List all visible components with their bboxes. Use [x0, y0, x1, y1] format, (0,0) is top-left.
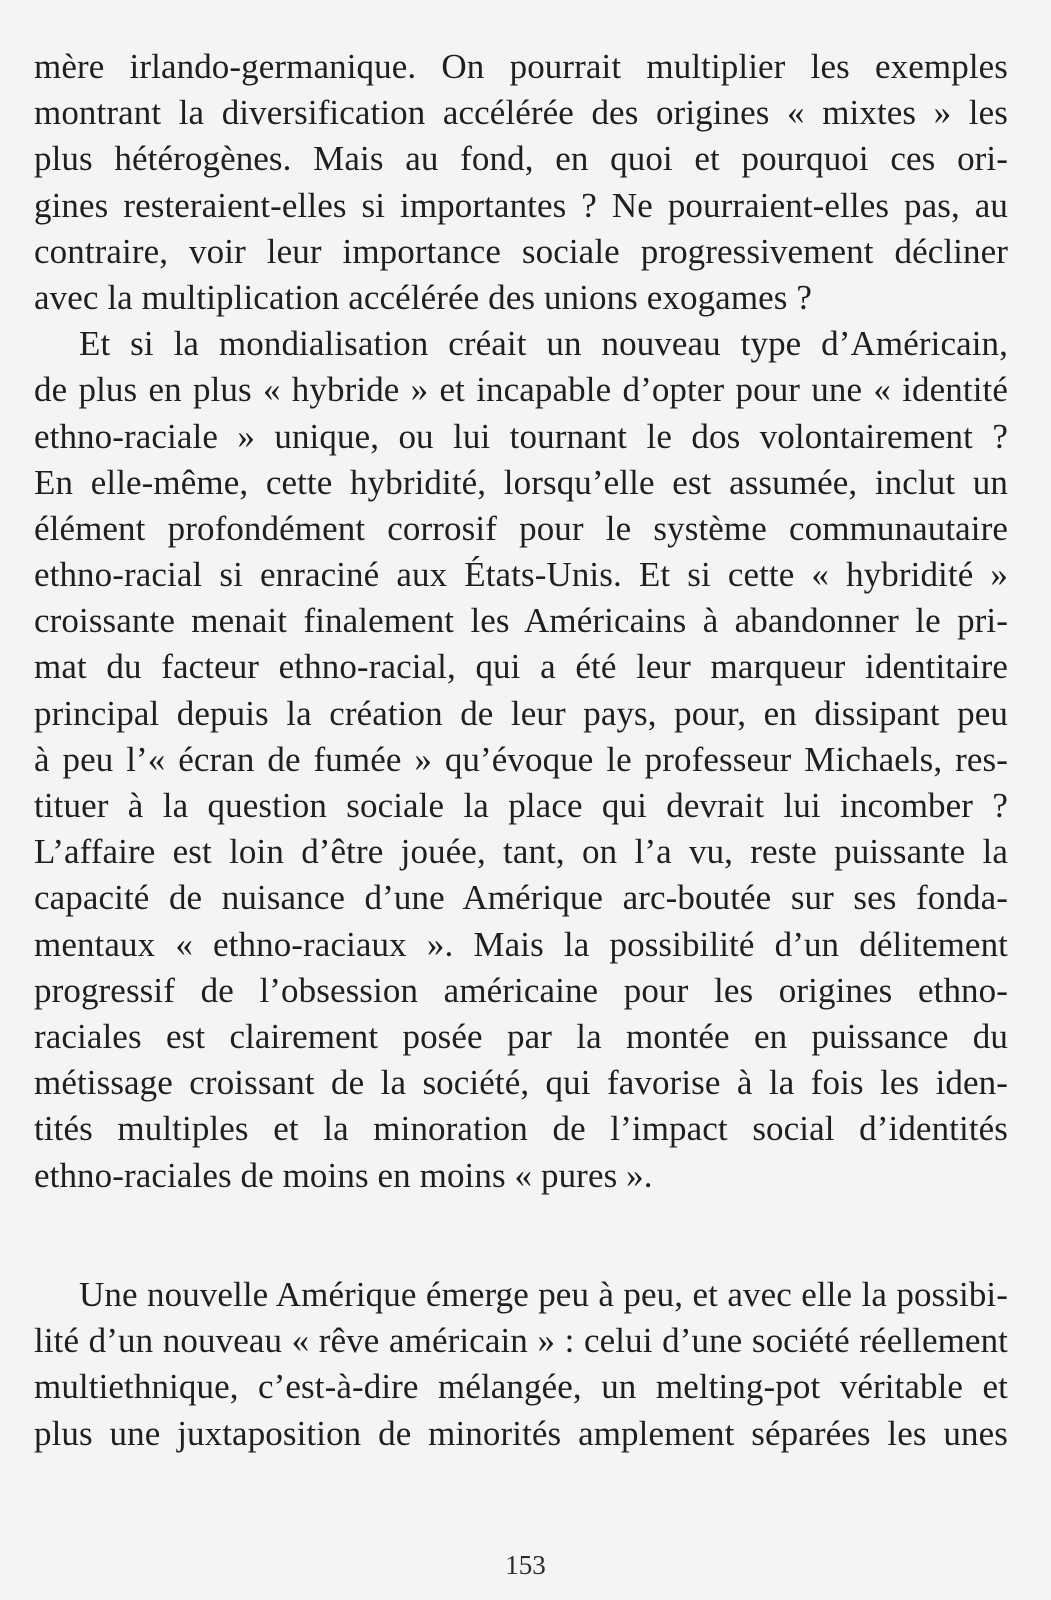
text-line: tituer à la question sociale la place qui devrait lui incomber ?	[34, 786, 1008, 825]
paragraph-2	[34, 321, 1008, 1199]
text-line: plus une juxtaposition de minorités amplement séparées les unes	[34, 1413, 1008, 1453]
text-line: L’affaire est loin d’être jouée, tant, on l’a vu, reste puissante la	[34, 832, 1008, 872]
text-line: mentaux « ethno-raciaux ». Mais la possibilité d’un délitement	[34, 924, 1008, 964]
text-line: élément profondément corrosif pour le système communautaire	[34, 508, 1008, 548]
text-line: ethno-raciales de moins en moins « pures ».	[34, 1155, 653, 1195]
text-line: avec la multiplication accélérée des unions exogames ?	[34, 277, 812, 317]
text-line: Une nouvelle Amérique émerge peu à peu, et avec elle la possibi-	[79, 1275, 1008, 1314]
text-line: mère irlando-germanique. On pourrait multiplier les exemples	[34, 47, 1008, 86]
text-line: contraire, voir leur importance sociale progressivement décliner	[34, 231, 1008, 271]
text-line: métissage croissant de la société, qui favorise à la fois les iden-	[34, 1063, 1008, 1103]
text-line: à peu l’« écran de fumée » qu’évoque le professeur Michaels, res-	[34, 739, 1008, 779]
text-line: plus hétérogènes. Mais au fond, en quoi et pourquoi ces ori-	[34, 139, 1008, 179]
paragraph-3	[34, 1272, 1008, 1457]
text-line: ethno-raciale » unique, ou lui tournant le dos volontairement ?	[34, 416, 1008, 456]
text-line: principal depuis la création de leur pays, pour, en dissipant peu	[34, 693, 1008, 733]
text-line: ethno-racial si enraciné aux États-Unis. Et si cette « hybridité »	[34, 555, 1008, 595]
text-line: capacité de nuisance d’une Amérique arc-boutée sur ses fonda-	[34, 878, 1008, 918]
page-number: 153	[505, 1550, 546, 1580]
text-line: multiethnique, c’est-à-dire mélangée, un melting-pot véritable et	[34, 1367, 1008, 1407]
paragraph-1	[34, 44, 1008, 321]
text-line: montrant la diversification accélérée des origines « mixtes » les	[34, 93, 1008, 133]
text-line: mat du facteur ethno-racial, qui a été leur marqueur identitaire	[34, 647, 1008, 687]
text-line: raciales est clairement posée par la montée en puissance du	[34, 1016, 1008, 1056]
text-line: lité d’un nouveau « rêve américain » : celui d’une société réellement	[34, 1321, 1008, 1361]
text-line: En elle-même, cette hybridité, lorsqu’elle est assumée, inclut un	[34, 462, 1008, 502]
text-line: gines resteraient-elles si importantes ? Ne pourraient-elles pas, au	[34, 185, 1008, 225]
section-text	[34, 1272, 1008, 1457]
text-line: croissante menait finalement les Américains à abandonner le pri-	[34, 601, 1008, 641]
main-text	[34, 44, 1008, 1199]
text-line: de plus en plus « hybride » et incapable d’opter pour une « identité	[34, 370, 1008, 410]
text-line: Et si la mondialisation créait un nouveau type d’Américain,	[79, 324, 1008, 364]
text-line: tités multiples et la minoration de l’impact social d’identités	[34, 1109, 1008, 1149]
text-line: progressif de l’obsession américaine pour les origines ethno-	[34, 970, 1008, 1010]
